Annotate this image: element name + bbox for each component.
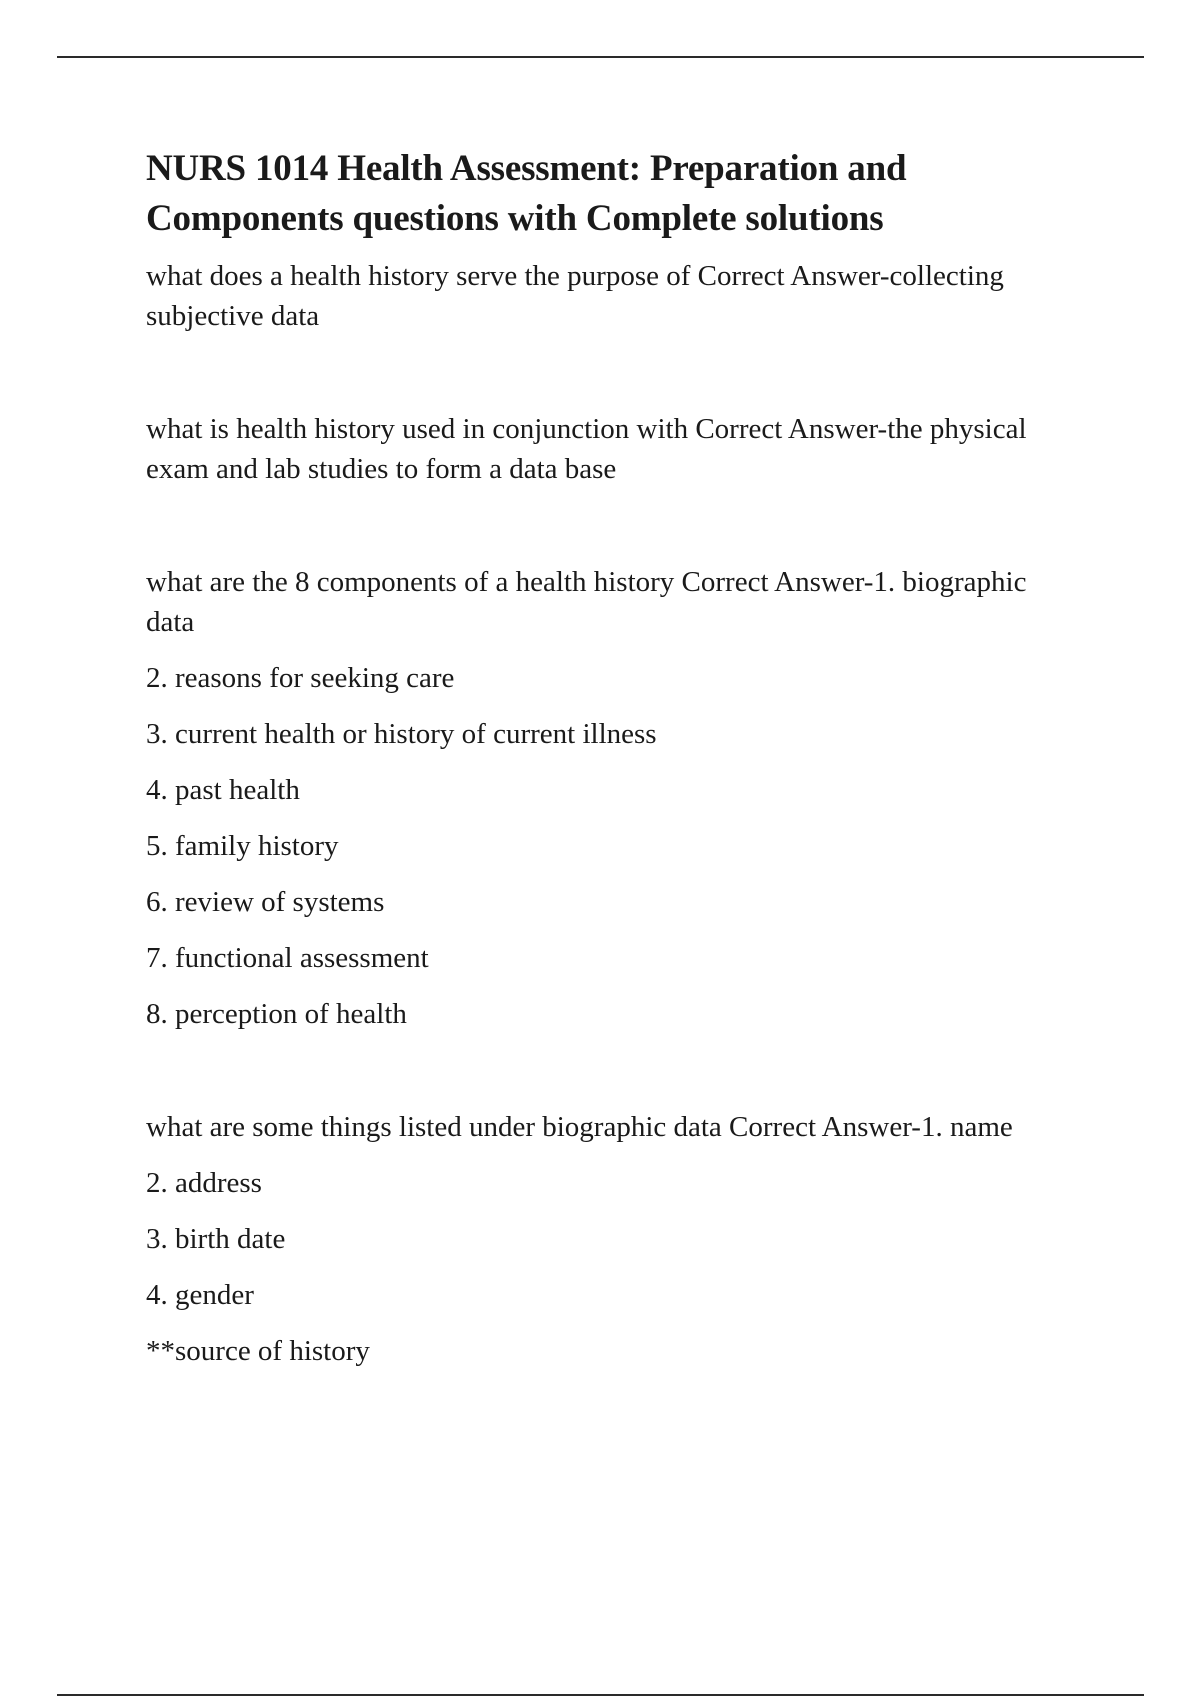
bottom-rule: [57, 1694, 1144, 1696]
qa-2-text: what is health history used in conjunction with Correct Answer-the physical exam and lab studies to form a data base: [146, 413, 1027, 485]
qa-4-item: **source of history: [146, 1335, 370, 1367]
qa-4-item: 4. gender: [146, 1279, 254, 1311]
qa-3-item: 8. perception of health: [146, 998, 407, 1030]
qa-3-item: 4. past health: [146, 774, 300, 806]
qa-3-item: 5. family history: [146, 830, 339, 862]
document-body: [146, 144, 1066, 1371]
qa-3-item: 7. functional assessment: [146, 942, 429, 974]
qa-3-text: what are the 8 components of a health history Correct Answer-1. biographic data: [146, 566, 1027, 638]
qa-3-item: 3. current health or history of current illness: [146, 718, 657, 750]
qa-4-text: what are some things listed under biographic data Correct Answer-1. name: [146, 1111, 1013, 1143]
top-rule: [57, 56, 1144, 58]
qa-1-text: what does a health history serve the purpose of Correct Answer-collecting subjective data: [146, 260, 1004, 332]
qa-3-item: 2. reasons for seeking care: [146, 662, 455, 694]
qa-4-item: 3. birth date: [146, 1223, 286, 1255]
document-title: NURS 1014 Health Assessment: Preparation and Components questions with Complete solutions: [146, 148, 907, 239]
qa-4-item: 2. address: [146, 1167, 262, 1199]
qa-3-item: 6. review of systems: [146, 886, 385, 918]
